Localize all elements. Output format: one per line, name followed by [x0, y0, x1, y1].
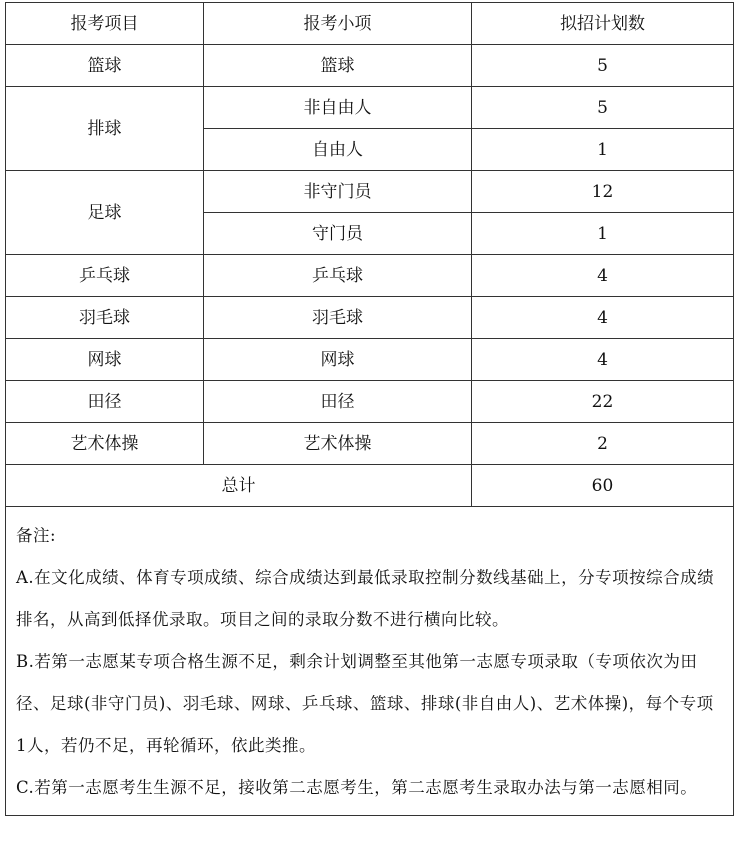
plan-cell: 1 [472, 213, 734, 255]
plan-cell: 4 [472, 339, 734, 381]
admission-plan-document [5, 2, 733, 816]
total-label: 总计 [6, 465, 472, 507]
plan-cell: 22 [472, 381, 734, 423]
subitem-cell: 羽毛球 [204, 297, 472, 339]
project-cell: 足球 [6, 171, 204, 255]
project-cell: 排球 [6, 87, 204, 171]
subitem-cell: 非自由人 [204, 87, 472, 129]
note-a: A.在文化成绩、体育专项成绩、综合成绩达到最低录取控制分数线基础上，分专项按综合成绩排名，从高到低择优录取。项目之间的录取分数不进行横向比较。 [16, 568, 715, 629]
header-plan: 拟招计划数 [472, 3, 734, 45]
subitem-cell: 乒乓球 [204, 255, 472, 297]
notes-title: 备注: [16, 526, 57, 545]
header-project: 报考项目 [6, 3, 204, 45]
notes-row [6, 507, 734, 816]
plan-cell: 4 [472, 255, 734, 297]
plan-cell: 5 [472, 45, 734, 87]
table-header-row [6, 3, 734, 45]
total-row [6, 465, 734, 507]
project-cell: 田径 [6, 381, 204, 423]
admission-plan-table [5, 2, 734, 816]
header-subitem: 报考小项 [204, 3, 472, 45]
project-cell: 篮球 [6, 45, 204, 87]
plan-cell: 5 [472, 87, 734, 129]
subitem-cell: 自由人 [204, 129, 472, 171]
subitem-cell: 非守门员 [204, 171, 472, 213]
table-row [6, 255, 734, 297]
project-cell: 羽毛球 [6, 297, 204, 339]
plan-cell: 1 [472, 129, 734, 171]
plan-cell: 2 [472, 423, 734, 465]
note-c: C.若第一志愿考生生源不足，接收第二志愿考生，第二志愿考生录取办法与第一志愿相同。 [16, 778, 698, 797]
project-cell: 网球 [6, 339, 204, 381]
table-row [6, 297, 734, 339]
table-row [6, 171, 734, 213]
project-cell: 乒乓球 [6, 255, 204, 297]
subitem-cell: 田径 [204, 381, 472, 423]
table-row [6, 423, 734, 465]
note-b: B.若第一志愿某专项合格生源不足，剩余计划调整至其他第一志愿专项录取（专项依次为田径、足球(非守门员)、羽毛球、网球、乒乓球、篮球、排球(非自由人)、艺术体操)，每个专项1人，若仍不足，再轮循环，依此类推。 [16, 652, 714, 755]
table-row [6, 339, 734, 381]
notes-cell [6, 507, 734, 816]
subitem-cell: 篮球 [204, 45, 472, 87]
table-row [6, 381, 734, 423]
table-row [6, 45, 734, 87]
total-value: 60 [472, 465, 734, 507]
subitem-cell: 守门员 [204, 213, 472, 255]
table-row [6, 87, 734, 129]
project-cell: 艺术体操 [6, 423, 204, 465]
subitem-cell: 网球 [204, 339, 472, 381]
plan-cell: 4 [472, 297, 734, 339]
subitem-cell: 艺术体操 [204, 423, 472, 465]
plan-cell: 12 [472, 171, 734, 213]
